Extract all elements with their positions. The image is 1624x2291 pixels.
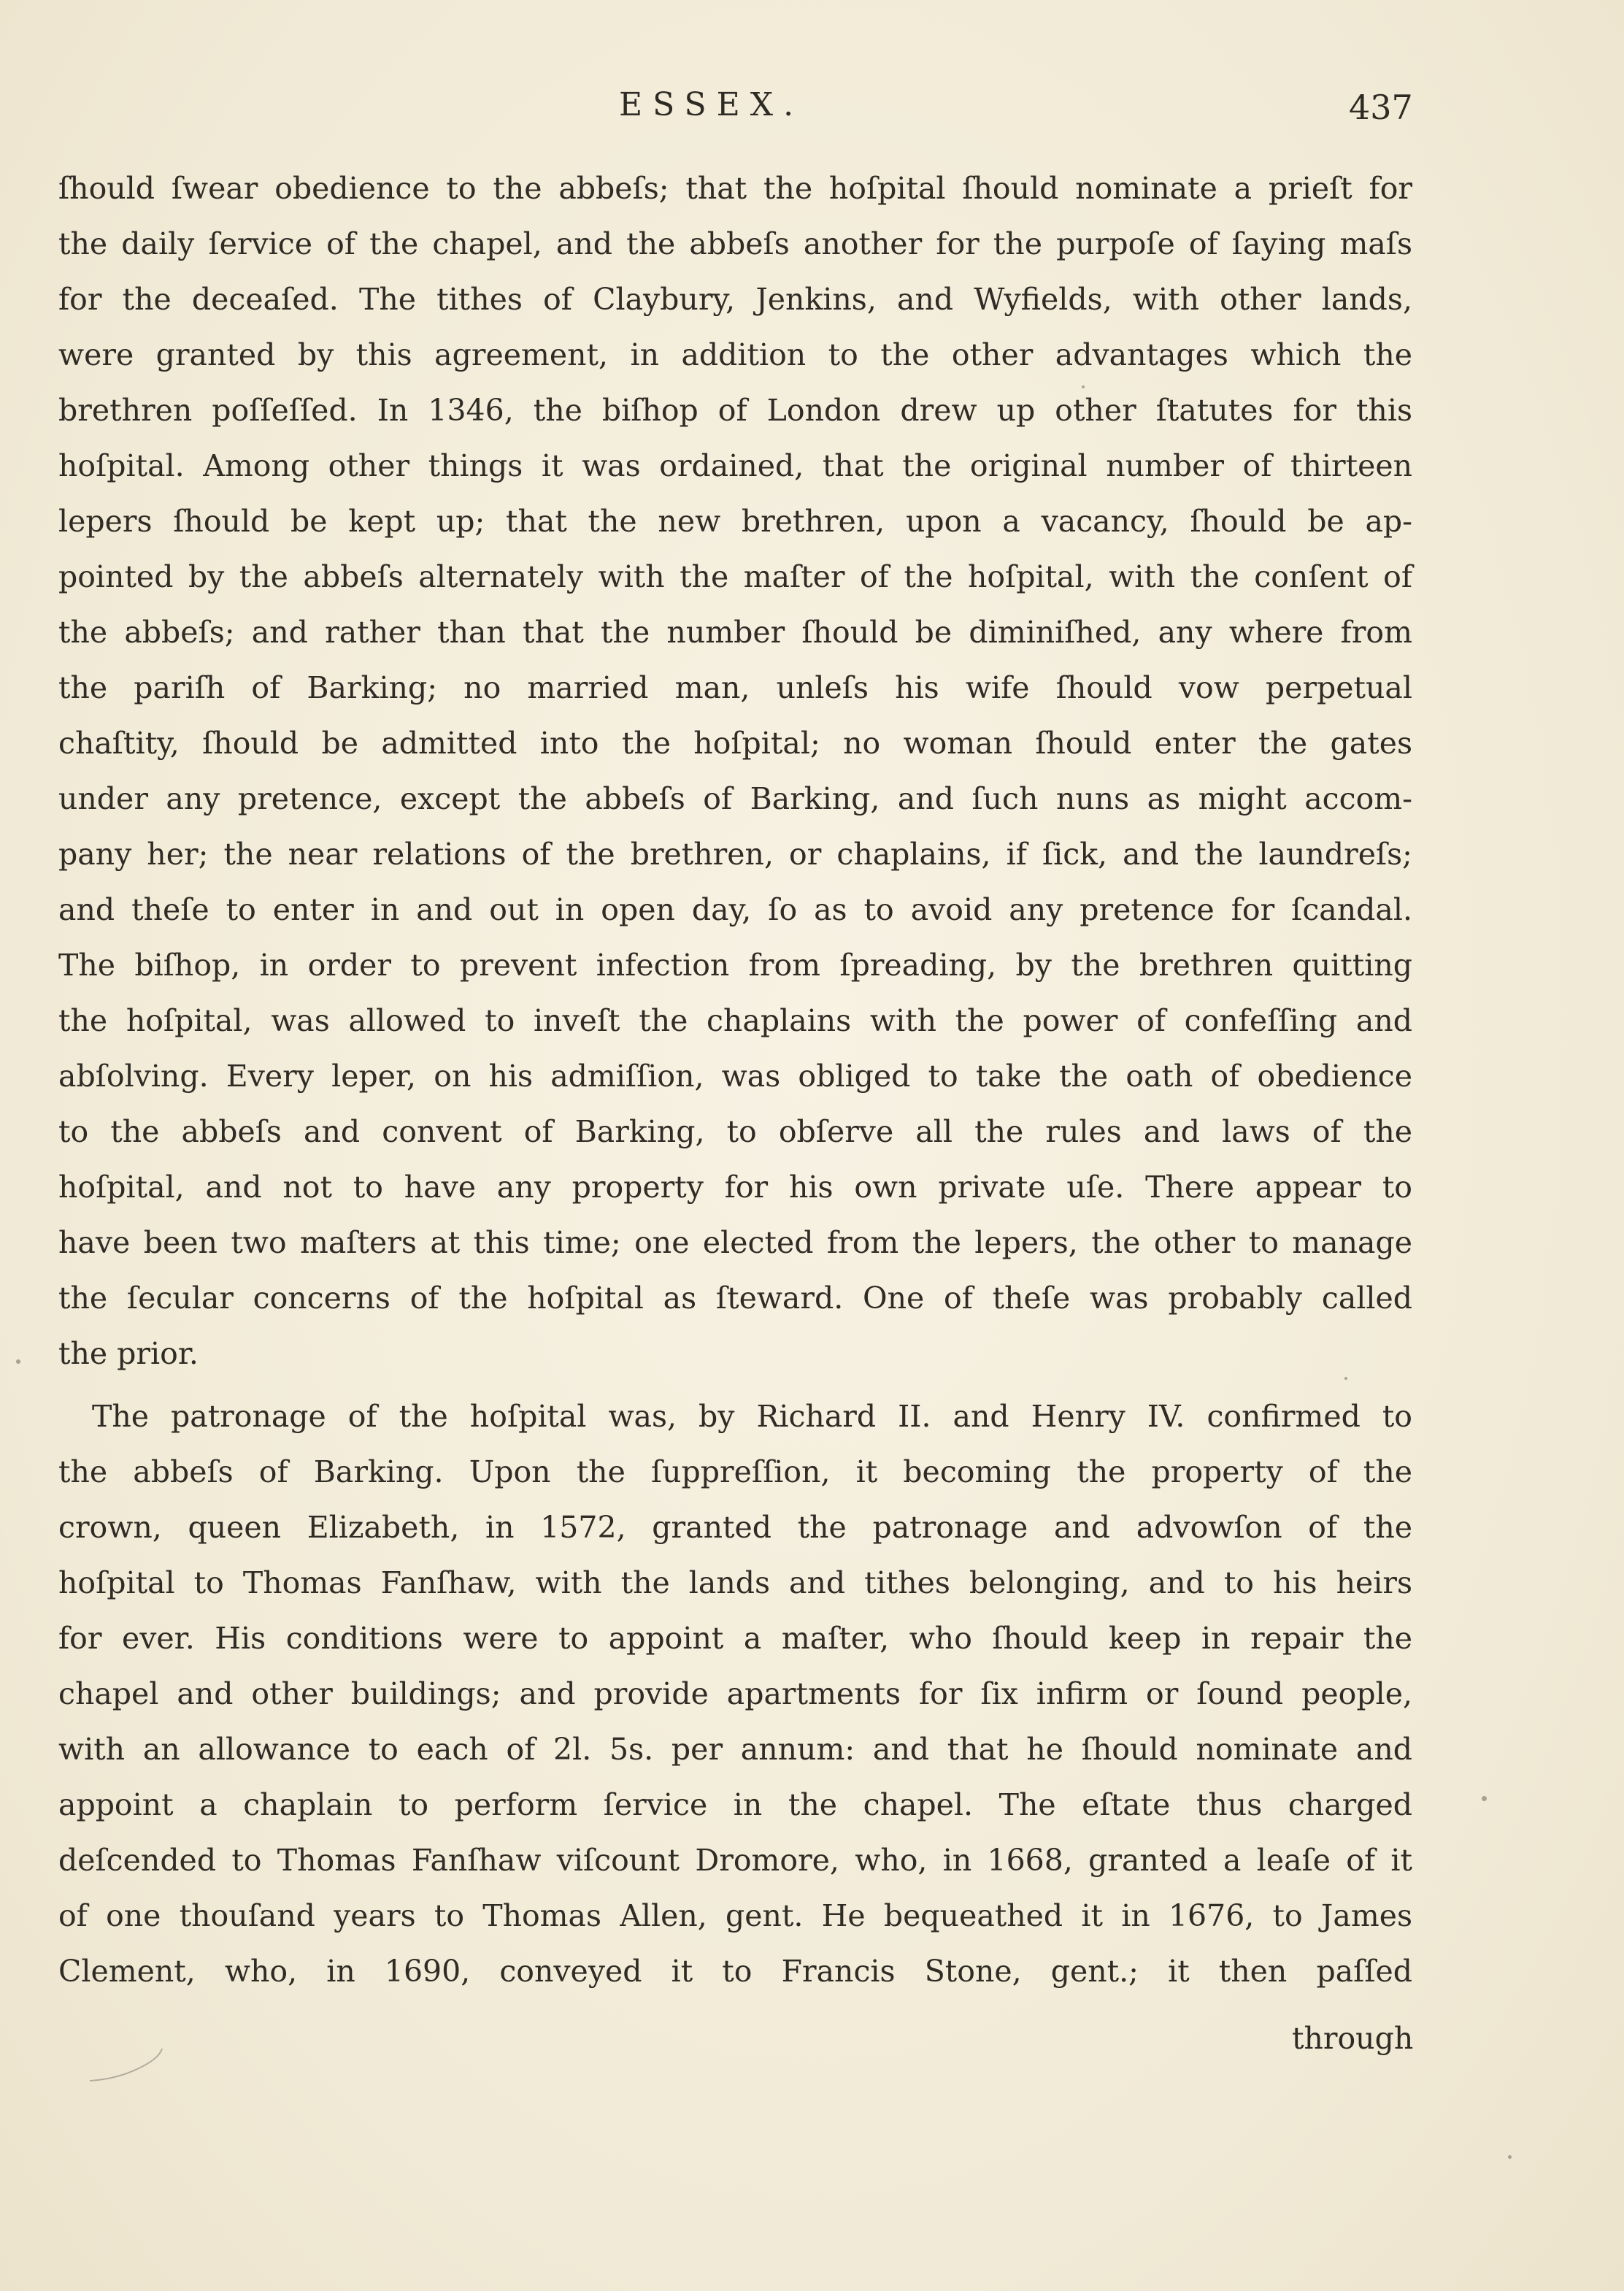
catchword: through (1292, 2021, 1414, 2056)
text-line: chapel and other buildings; and provide apartments for ſix infirm or ſound people, (58, 1676, 1412, 1711)
text-line: the hoſpital, was allowed to inveſt the chaplains with the power of confeſſing and (58, 1003, 1412, 1038)
text-line: of one thouſand years to Thomas Allen, gent. He bequeathed it in 1676, to James (58, 1898, 1412, 1933)
page-number: 437 (1349, 88, 1413, 127)
text-line: lepers ſhould be kept up; that the new brethren, upon a vacancy, ſhould be ap- (58, 504, 1412, 539)
paper-speck (1082, 385, 1085, 388)
text-line: were granted by this agreement, in addition to the other advantages which the (58, 337, 1412, 372)
text-line: appoint a chaplain to perform ſervice in the chapel. The eſtate thus charged (58, 1787, 1412, 1822)
text-line: the pariſh of Barking; no married man, unleſs his wife ſhould vow perpetual (58, 670, 1412, 705)
body-text (58, 161, 1416, 2176)
text-line: abſolving. Every leper, on his admiſſion, was obliged to take the oath of obedience (58, 1059, 1412, 1094)
text-line: deſcended to Thomas Fanſhaw viſcount Dromore, who, in 1668, granted a leaſe of it (58, 1843, 1412, 1878)
text-line: for ever. His conditions were to appoint a maſter, who ſhould keep in repair the (58, 1621, 1412, 1656)
text-line: for the deceaſed. The tithes of Claybury, Jenkins, and Wyfields, with other lands, (58, 282, 1412, 317)
text-line: the prior. (58, 1336, 199, 1371)
text-line: Clement, who, in 1690, conveyed it to Francis Stone, gent.; it then paſſed (58, 1954, 1412, 1989)
text-line: the daily ſervice of the chapel, and the abbeſs another for the purpoſe of ſaying maſs (58, 226, 1412, 261)
text-line: The biſhop, in order to prevent infection from ſpreading, by the brethren quitting (58, 948, 1412, 983)
page-header (0, 86, 1624, 145)
text-line: pointed by the abbeſs alternately with the maſter of the hoſpital, with the conſent of (58, 559, 1412, 594)
text-line: to the abbeſs and convent of Barking, to obſerve all the rules and laws of the (58, 1114, 1412, 1149)
text-line: the ſecular concerns of the hoſpital as ſteward. One of theſe was probably called (58, 1281, 1412, 1316)
text-line: hoſpital, and not to have any property for his own private uſe. There appear to (58, 1170, 1412, 1205)
paper-speck (1508, 2155, 1512, 2159)
text-line: brethren poſſeſſed. In 1346, the biſhop of London drew up other ſtatutes for this (58, 393, 1412, 428)
text-line: and theſe to enter in and out in open day, ſo as to avoid any pretence for ſcandal. (58, 892, 1412, 927)
paper-speck (1344, 1377, 1347, 1380)
text-line: have been two maſters at this time; one elected from the lepers, the other to manage (58, 1225, 1412, 1260)
text-line: The patronage of the hoſpital was, by Richard II. and Henry IV. confirmed to (92, 1399, 1412, 1434)
text-line: under any pretence, except the abbeſs of Barking, and ſuch nuns as might accom- (58, 781, 1412, 816)
paper-speck (16, 1359, 20, 1364)
text-line: hoſpital to Thomas Fanſhaw, with the lands and tithes belonging, and to his heirs (58, 1565, 1412, 1600)
text-line: chaſtity, ſhould be admitted into the hoſpital; no woman ſhould enter the gates (58, 726, 1412, 761)
running-head: ESSEX. (619, 86, 804, 123)
text-line: hoſpital. Among other things it was ordained, that the original number of thirteen (58, 448, 1412, 483)
text-line: the abbeſs; and rather than that the number ſhould be diminiſhed, any where from (58, 615, 1412, 650)
text-line: crown, queen Elizabeth, in 1572, granted the patronage and advowſon of the (58, 1510, 1412, 1545)
pen-flourish (86, 2044, 166, 2088)
text-line: with an allowance to each of 2l. 5s. per annum: and that he ſhould nominate and (58, 1732, 1412, 1767)
text-line: pany her; the near relations of the brethren, or chaplains, if ſick, and the laundreſs; (58, 837, 1412, 872)
text-line: the abbeſs of Barking. Upon the ſuppreſſion, it becoming the property of the (58, 1454, 1412, 1489)
paper-speck (1482, 1796, 1487, 1801)
text-line: ſhould ſwear obedience to the abbeſs; that the hoſpital ſhould nominate a prieſt for (58, 171, 1412, 206)
